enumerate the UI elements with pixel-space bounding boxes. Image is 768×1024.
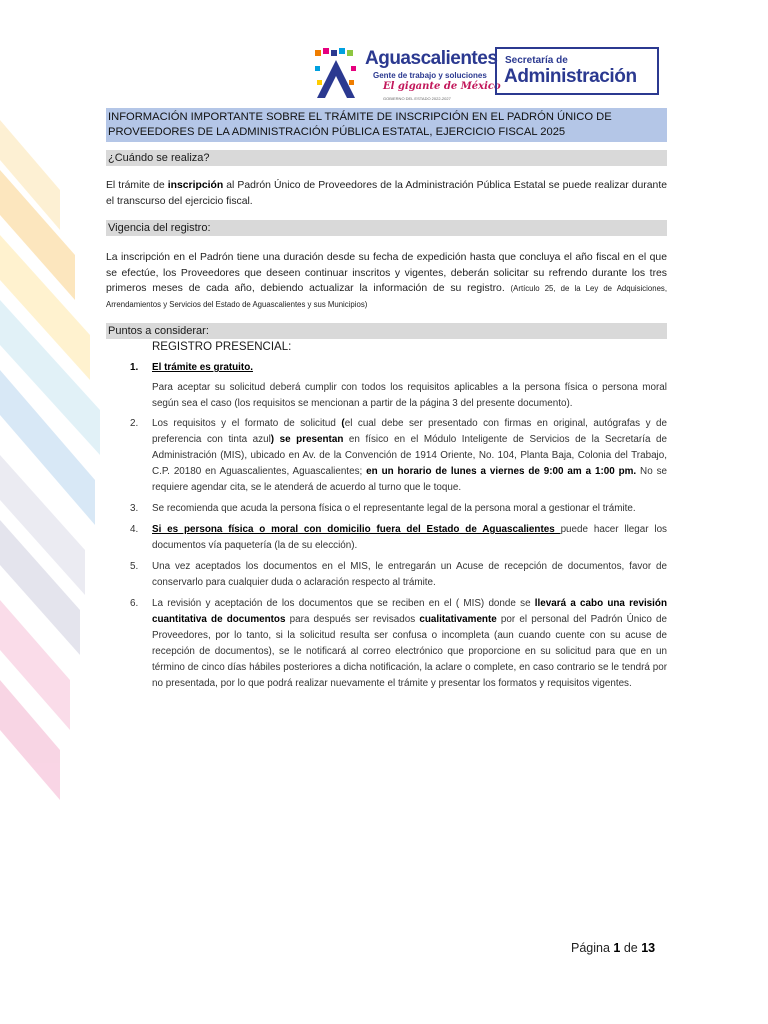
list-item-title: El trámite es gratuito. (152, 362, 253, 373)
list-number: 2. (130, 418, 139, 429)
text-run: por el personal del Padrón Único de Proveedores, por lo tanto, si la solicitud resulta ser confusa o incompleta (aun cuando cuente con su acuse de recepción de documentos), se le notificará al correo electrónico que proporcione en su solicitud para que en un término de cinco días hábiles posteriores a dicha notificación, la aclare o complete, en caso contrario se le tendrá por no presentada, por lo que podrá realizar nuevamente el trámite y presentar los formatos y requisitos vigentes. (152, 614, 667, 689)
text-run: El trámite de (106, 180, 168, 191)
document-title: INFORMACIÓN IMPORTANTE SOBRE EL TRÁMITE DE INSCRIPCIÓN EN EL PADRÓN ÚNICO DE PROVEEDORES DE LA ADMINISTRACIÓN PÚBLICA ESTATAL, EJERCICIO FISCAL 2025 (106, 108, 667, 142)
list-number: 6. (130, 598, 139, 609)
text-run: Una vez aceptados los documentos en el MIS, le entregarán un Acuse de recepción de documentos, favor de conservarlo para cualquier duda o aclaración respecto al trámite. (152, 561, 667, 588)
text-run: el cual debe ser presentado con firmas en original, autógrafas y de preferencia con tinta azul (152, 418, 667, 445)
page-label: Página (571, 941, 614, 955)
list-item-text: Para aceptar su solicitud deberá cumplir con todos los requisitos aplicables a la persona física o persona moral según sea el caso (los requisitos se mencionan a partir de la página 3 del presente documento). (152, 382, 667, 409)
list-number: 4. (130, 524, 139, 535)
text-run: en físico en el Módulo Inteligente de Servicios de la Secretaría de Administración (MIS), ubicado en Av. de la Convención de 1914 Oriente, No. 104, Planta Baja, Colonia del Trabajo, C.P. 20180 en Aguascalientes, Aguascalientes; (152, 434, 667, 477)
page-current: 1 (613, 941, 621, 955)
aguascalientes-emblem-icon (313, 46, 359, 104)
considerations-list (106, 360, 667, 692)
text-run-bold: cualitativamente (419, 614, 497, 625)
secretaria-logo (495, 47, 659, 95)
list-item (106, 360, 667, 412)
text-run: para después ser revisados (285, 614, 420, 625)
secretaria-logo-line1: Secretaría de (505, 55, 568, 66)
text-run: Se recomienda que acuda la persona física o el representante legal de la persona moral a gestionar el trámite. (152, 503, 636, 514)
page-total: 13 (641, 941, 656, 955)
text-run: La revisión y aceptación de los documentos que se reciben en el ( MIS) donde se (152, 598, 535, 609)
secretaria-logo-line2: Administración (504, 66, 637, 87)
text-run-bold: inscripción (167, 180, 224, 191)
list-item (106, 596, 667, 692)
document-body (106, 108, 667, 692)
text-run: No se requiere agendar cita, se le atenderá de acuerdo al turno que le toque. (152, 466, 667, 493)
paragraph-vigencia (106, 250, 667, 312)
section-heading-puntos: Puntos a considerar: (106, 323, 667, 339)
text-run: puede hacer llegar los documentos vía paquetería (la de su elección). (152, 524, 667, 551)
logo-small-text: GOBIERNO DEL ESTADO 2022-2027 (383, 96, 451, 101)
section-heading-vigencia: Vigencia del registro: (106, 220, 667, 236)
decorative-chevrons (0, 0, 110, 1024)
text-run: Los requisitos y el formato de solicitud (152, 418, 342, 429)
text-run-bold: ( (341, 418, 345, 429)
text-run-bold: llevará a cabo una revisión cuantitativa de documentos (152, 598, 667, 625)
text-run-bold: en un horario de lunes a viernes de 9:00 am a 1:00 pm. (366, 466, 637, 477)
legal-reference: (Artículo 25, de la Ley de Adquisiciones, Arrendamientos y Servicios del Estado de Aguascalientes y sus Municipios) (106, 284, 667, 309)
logo-tagline: Gente de trabajo y soluciones (373, 71, 487, 80)
list-number: 5. (130, 561, 139, 572)
list-number: 3. (130, 503, 139, 514)
list-item (106, 522, 667, 554)
section-heading-cuando: ¿Cuándo se realiza? (106, 150, 667, 166)
text-run-bold: ) se presentan (270, 434, 344, 445)
page-number (571, 941, 655, 955)
list-number: 1. (130, 362, 139, 373)
list-item (106, 416, 667, 496)
logo-slogan: El gigante de México (383, 81, 501, 92)
text-run-bold-underline: Si es persona física o moral con domicilio fuera del Estado de Aguascalientes (152, 524, 561, 535)
list-item (106, 559, 667, 591)
text-run: La inscripción en el Padrón tiene una duración desde su fecha de expedición hasta que concluya el año fiscal en el que se efectúe, los Proveedores que deseen continuar inscritos y vigentes, deberán solicitar su refrendo durante los tres primeros meses de cada año, debiendo actualizar la información de su registro. (106, 252, 667, 294)
list-item (106, 501, 667, 517)
subheading-registro-presencial: REGISTRO PRESENCIAL: (152, 341, 292, 353)
text-run: al Padrón Único de Proveedores de la Administración Pública Estatal se puede realizar durante el transcurso del ejercicio fiscal. (106, 180, 667, 207)
page-separator: de (620, 941, 642, 955)
paragraph-cuando (106, 178, 667, 209)
aguascalientes-logo (313, 46, 501, 108)
logo-name: Aguascalientes (365, 48, 498, 69)
